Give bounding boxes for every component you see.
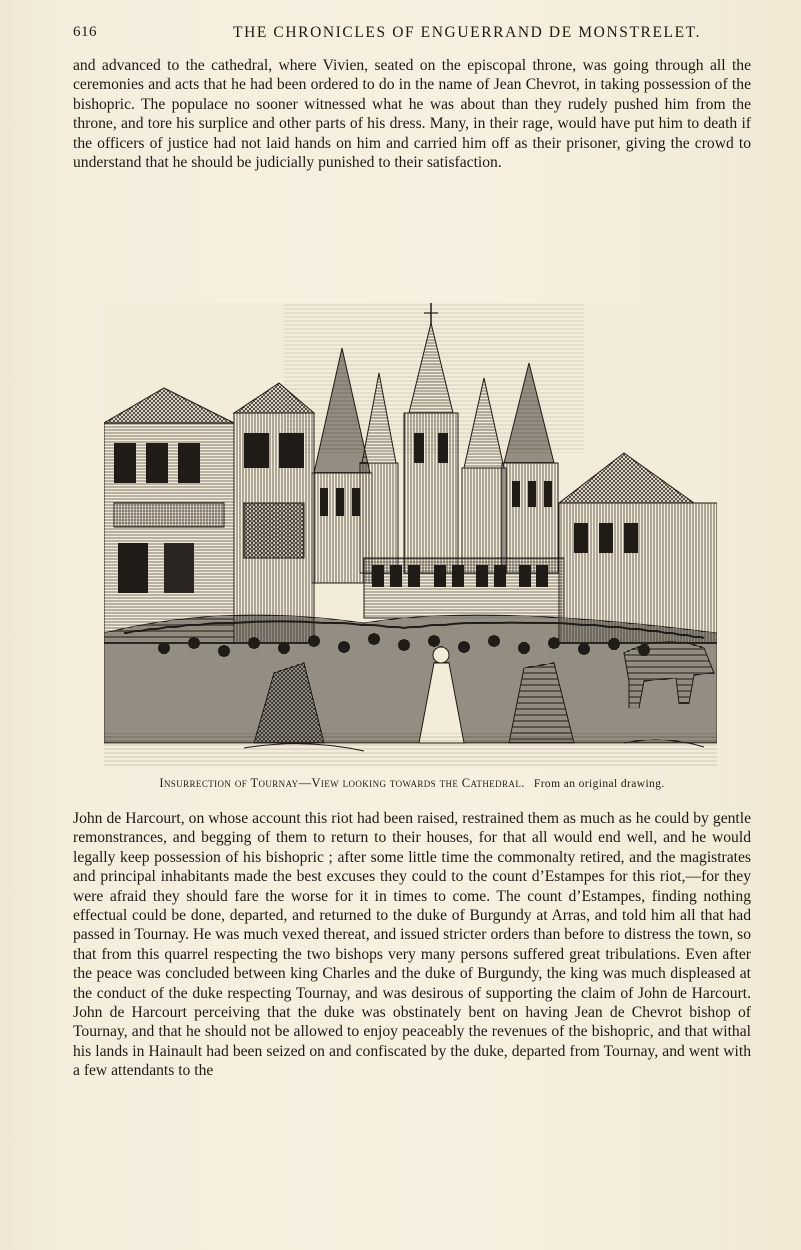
page-number: 616 bbox=[73, 24, 97, 40]
engraving-svg bbox=[104, 303, 717, 768]
running-head: THE CHRONICLES OF ENGUERRAND DE MONSTRELET. bbox=[233, 24, 702, 41]
illustration-engraving bbox=[104, 303, 717, 768]
page-header bbox=[73, 24, 751, 48]
illustration-caption bbox=[73, 776, 751, 791]
caption-note: From an original drawing. bbox=[533, 778, 665, 790]
top-paragraph-block bbox=[73, 56, 751, 172]
bottom-paragraph-block bbox=[73, 809, 751, 1081]
caption-title: Insurrection of Tournay—View looking towards the Cathedral. bbox=[159, 776, 525, 790]
houses-middle bbox=[364, 558, 564, 618]
top-paragraph: and advanced to the cathedral, where Vivien, seated on the episcopal throne, was going through all the ceremonies and acts that he had been ordered to do in the name of Jean Chevrot, in taking possession of the bishopric. The populace no sooner witnessed what he was about than they rudely pushed him from the throne, and tore his surplice and other parts of his dress. Many, in their rage, would have put him to death if the officers of justice had not laid hands on him and carried him off as their prisoner, giving the crowd to understand that he should be judicially punished to their satisfaction. bbox=[73, 57, 751, 172]
bottom-paragraph: John de Harcourt, on whose account this riot had been raised, restrained them as much as he could by gentle remonstrances, and begging of them to return to their houses, for that all would end well, and he would legally keep possession of his bishopric ; after some little time the commonalty retired, and the magistrates and principal inhabitants made the best excuses they could to the count d’Estampes for this riot,—for they were afraid they should fare the worse for it in times to come. The count d’Estampes, finding nothing effectual could be done, departed, and returned to the duke of Burgundy at Arras, and told him all that had passed in Tournay. He was much vexed thereat, and issued stricter orders than before to distress the town, so that from this quarrel respecting the two bishops very many persons suffered great tribulations. Even after the peace was concluded between king Charles and the duke of Burgundy, the king was much displeased at the conduct of the duke respecting Tournay, and was desirous of supporting the claim of John de Harcourt. John de Harcourt perceiving that the duke was obstinately bent on having Jean de Chevrot bishop of Tournay, and that he should not be allowed to enjoy peaceably the revenues of the bishopric, and that withal his lands in Hainault had been seized on and confiscated by the duke, departed from Tournay, and went with a few attendants to the bbox=[73, 810, 751, 1080]
houses-left bbox=[104, 383, 314, 643]
crowd bbox=[104, 615, 717, 743]
